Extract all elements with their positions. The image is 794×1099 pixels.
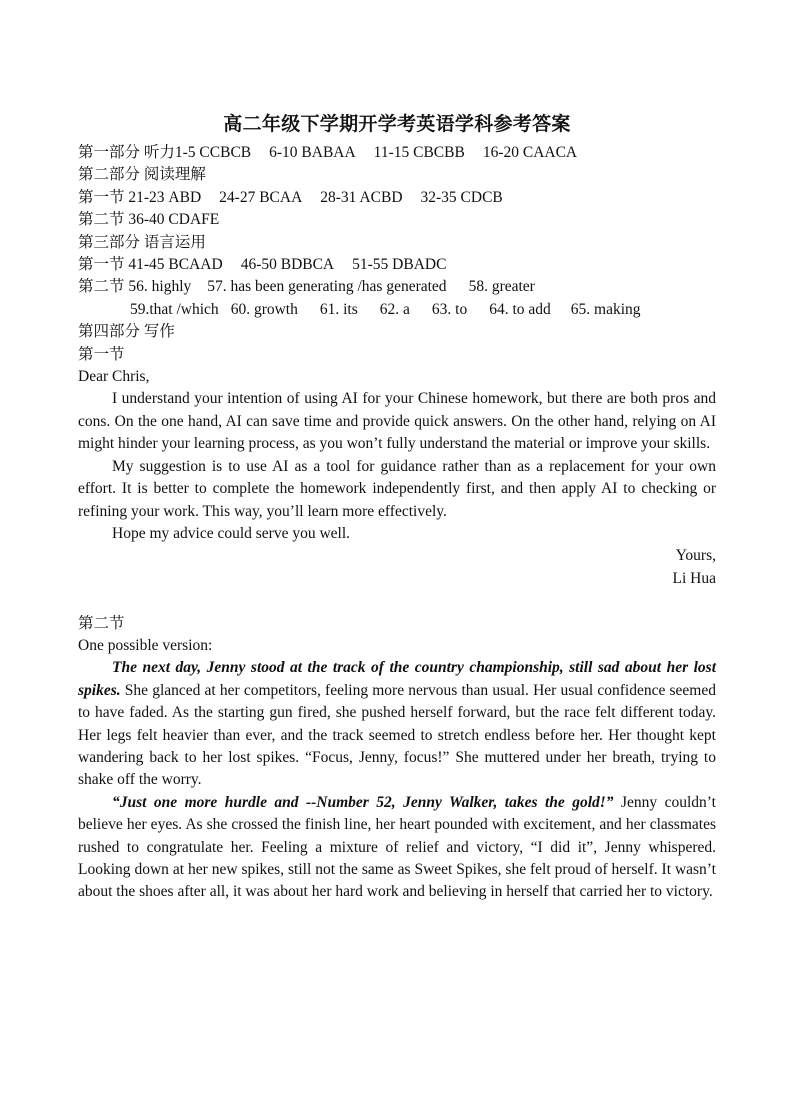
answer-group: 32-35 CDCB xyxy=(420,188,503,206)
letter-greeting: Dear Chris, xyxy=(78,368,150,386)
answer-group: 1-5 CCBCB xyxy=(174,144,252,161)
story-paragraph xyxy=(78,657,716,791)
answer-group: 36-40 CDAFE xyxy=(128,211,220,229)
answer-group: 51-55 DBADC xyxy=(352,256,447,274)
answer-item: 57. has been generating /has generated xyxy=(207,278,447,296)
letter-paragraph: Hope my advice could serve you well. xyxy=(112,524,351,542)
writing1-label: 第一节 xyxy=(78,345,125,363)
answer-group: 11-15 CBCBB xyxy=(373,144,465,161)
section-label: 第二节 xyxy=(78,278,125,296)
story-body: She glanced at her competitors, feeling more nervous than usual. Her usual confidence seemed to have faded. As the starting gun fired, she pushed herself forward, but the race felt different today. Her legs felt heavier than ever, and the track seemed to stretch endless before her. Her thought kept wandering back to her lost spikes. “Focus, Jenny, focus!” She muttered under her breath, trying to shake off the worry. xyxy=(78,681,716,789)
story-lead-sentence: The next day, Jenny stood at the track of the country championship, still sad about her lost spikes. xyxy=(78,659,716,699)
answer-item: 56. highly xyxy=(128,278,192,296)
part3-section2-line2 xyxy=(78,299,716,321)
answer-item: 65. making xyxy=(570,300,641,318)
section-label: 第二节 xyxy=(78,211,125,229)
answer-group: 21-23 ABD xyxy=(128,188,202,206)
answer-group: 6-10 BABAA xyxy=(269,144,356,161)
letter-signature: Li Hua xyxy=(672,569,716,587)
part3-heading: 第三部分 语言运用 xyxy=(78,233,206,251)
answer-item: 63. to xyxy=(431,300,468,318)
page-title: 高二年级下学期开学考英语学科参考答案 xyxy=(223,114,571,135)
part2-heading: 第二部分 阅读理解 xyxy=(78,166,206,184)
answer-item: 64. to add xyxy=(489,300,551,318)
letter-paragraph: My suggestion is to use AI as a tool for guidance rather than as a replacement for your own effort. It is better to complete the homework independently first, and then apply AI to checking or refining your work. This way, you’ll learn more effectively. xyxy=(78,457,716,520)
part3-section2-line1 xyxy=(78,276,716,298)
part4-heading: 第四部分 写作 xyxy=(78,323,175,341)
answer-item: 59.that /which xyxy=(130,300,219,318)
part2-section1-line xyxy=(78,187,716,209)
spacer xyxy=(78,590,716,612)
story-paragraph xyxy=(78,792,716,904)
story-body: Jenny couldn’t believe her eyes. As she crossed the finish line, her heart pounded with excitement, and her classmates rushed to congratulate her. Feeling a mixture of relief and victory, “I did it”, Jenny whispered. Looking down at her new spikes, still not the same as Sweet Spikes, she felt proud of herself. It wasn’t about the shoes after all, it was about her hard work and believing in herself that carried her to victory. xyxy=(78,793,716,901)
answer-item: 60. growth xyxy=(230,300,298,318)
letter-closing: Yours, xyxy=(675,547,716,565)
answer-group: 24-27 BCAA xyxy=(219,188,303,206)
part3-section1-line xyxy=(78,254,716,276)
answer-key-page xyxy=(78,112,716,904)
writing2-label: 第二节 xyxy=(78,614,125,632)
answer-group: 28-31 ACBD xyxy=(320,188,403,206)
answer-group: 46-50 BDBCA xyxy=(240,256,335,274)
section-label: 第一节 xyxy=(78,188,125,206)
answer-group: 41-45 BCAAD xyxy=(128,256,223,274)
part2-section2-line xyxy=(78,209,716,231)
section-label: 第一节 xyxy=(78,256,125,274)
answer-item: 61. its xyxy=(319,300,358,318)
part1-label: 第一部分 听力 xyxy=(78,144,175,161)
answer-group: 16-20 CAACA xyxy=(482,144,578,161)
part1-line xyxy=(78,142,716,164)
letter-paragraph: I understand your intention of using AI for your Chinese homework, but there are both pros and cons. On the one hand, AI can save time and provide quick answers. On the other hand, relying on AI might hinder your learning process, as you won’t fully understand the material or improve your skills. xyxy=(78,390,716,453)
answer-item: 58. greater xyxy=(468,278,535,296)
story-lead-sentence: “Just one more hurdle and --Number 52, Jenny Walker, takes the gold!” xyxy=(112,793,614,811)
answer-item: 62. a xyxy=(379,300,410,318)
writing2-intro: One possible version: xyxy=(78,636,213,654)
